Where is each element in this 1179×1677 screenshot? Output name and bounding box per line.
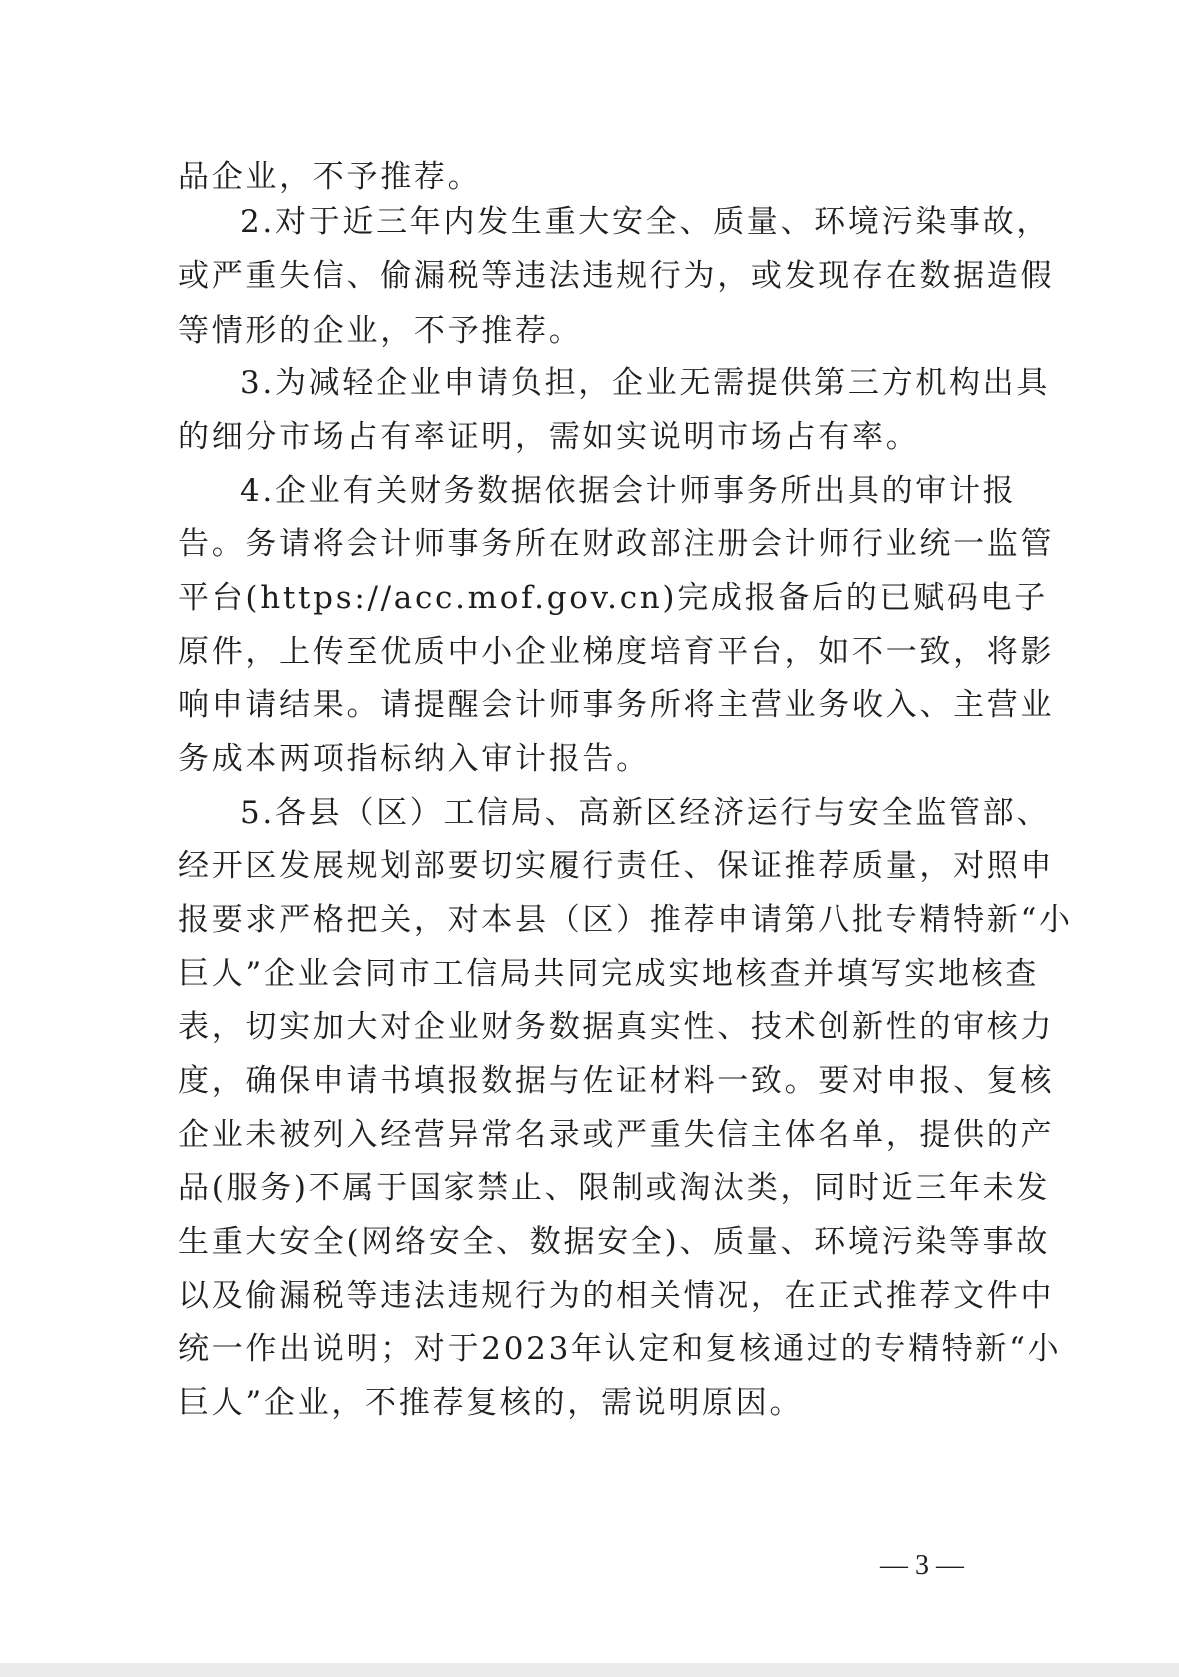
text-line-1: 品企业，不予推荐。: [178, 159, 482, 195]
page-bottom-edge: [0, 1663, 1179, 1677]
paragraph-2-line-2: 或严重失信、偷漏税等违法违规行为，或发现存在数据造假: [178, 258, 1055, 294]
paragraph-5-line-1: 5.各县（区）工信局、高新区经济运行与安全监管部、: [240, 795, 1051, 831]
paragraph-4-line-3: 平台(https://acc.mof.gov.cn)完成报备后的已赋码电子: [178, 580, 1048, 616]
paragraph-4-line-2: 告。务请将会计师事务所在财政部注册会计师行业统一监管: [178, 526, 1055, 562]
page-number: — 3 —: [880, 1550, 964, 1581]
paragraph-5-line-2: 经开区发展规划部要切实履行责任、保证推荐质量，对照申: [178, 848, 1055, 884]
paragraph-2-line-3: 等情形的企业，不予推荐。: [178, 313, 583, 349]
paragraph-5-line-3: 报要求严格把关，对本县（区）推荐申请第八批专精特新“小: [178, 902, 1073, 938]
paragraph-5-line-9: 生重大安全(网络安全、数据安全)、质量、环境污染等事故: [178, 1224, 1051, 1260]
paragraph-5-line-6: 度，确保申请书填报数据与佐证材料一致。要对申报、复核: [178, 1063, 1055, 1099]
paragraph-5-line-12: 巨人”企业，不推荐复核的，需说明原因。: [178, 1385, 804, 1421]
paragraph-5-line-4: 巨人”企业会同市工信局共同完成实地核查并填写实地核查: [178, 956, 1040, 992]
paragraph-3-line-2: 的细分市场占有率证明，需如实说明市场占有率。: [178, 419, 920, 455]
paragraph-5-line-7: 企业未被列入经营异常名录或严重失信主体名单，提供的产: [178, 1117, 1055, 1153]
paragraph-4-line-5: 响申请结果。请提醒会计师事务所将主营业务收入、主营业: [178, 687, 1055, 723]
paragraph-4-line-6: 务成本两项指标纳入审计报告。: [178, 741, 650, 777]
paragraph-5-line-11: 统一作出说明；对于2023年认定和复核通过的专精特新“小: [178, 1331, 1062, 1367]
paragraph-5-line-5: 表，切实加大对企业财务数据真实性、技术创新性的审核力: [178, 1009, 1055, 1045]
paragraph-2-line-1: 2.对于近三年内发生重大安全、质量、环境污染事故，: [240, 204, 1051, 240]
paragraph-4-line-1: 4.企业有关财务数据依据会计师事务所出具的审计报: [240, 473, 1017, 509]
paragraph-5-line-8: 品(服务)不属于国家禁止、限制或淘汰类，同时近三年未发: [178, 1170, 1051, 1206]
paragraph-5-line-10: 以及偷漏税等违法违规行为的相关情况，在正式推荐文件中: [178, 1278, 1055, 1314]
paragraph-3-line-1: 3.为减轻企业申请负担，企业无需提供第三方机构出具: [240, 365, 1051, 401]
paragraph-4-line-4: 原件，上传至优质中小企业梯度培育平台，如不一致，将影: [178, 634, 1055, 670]
